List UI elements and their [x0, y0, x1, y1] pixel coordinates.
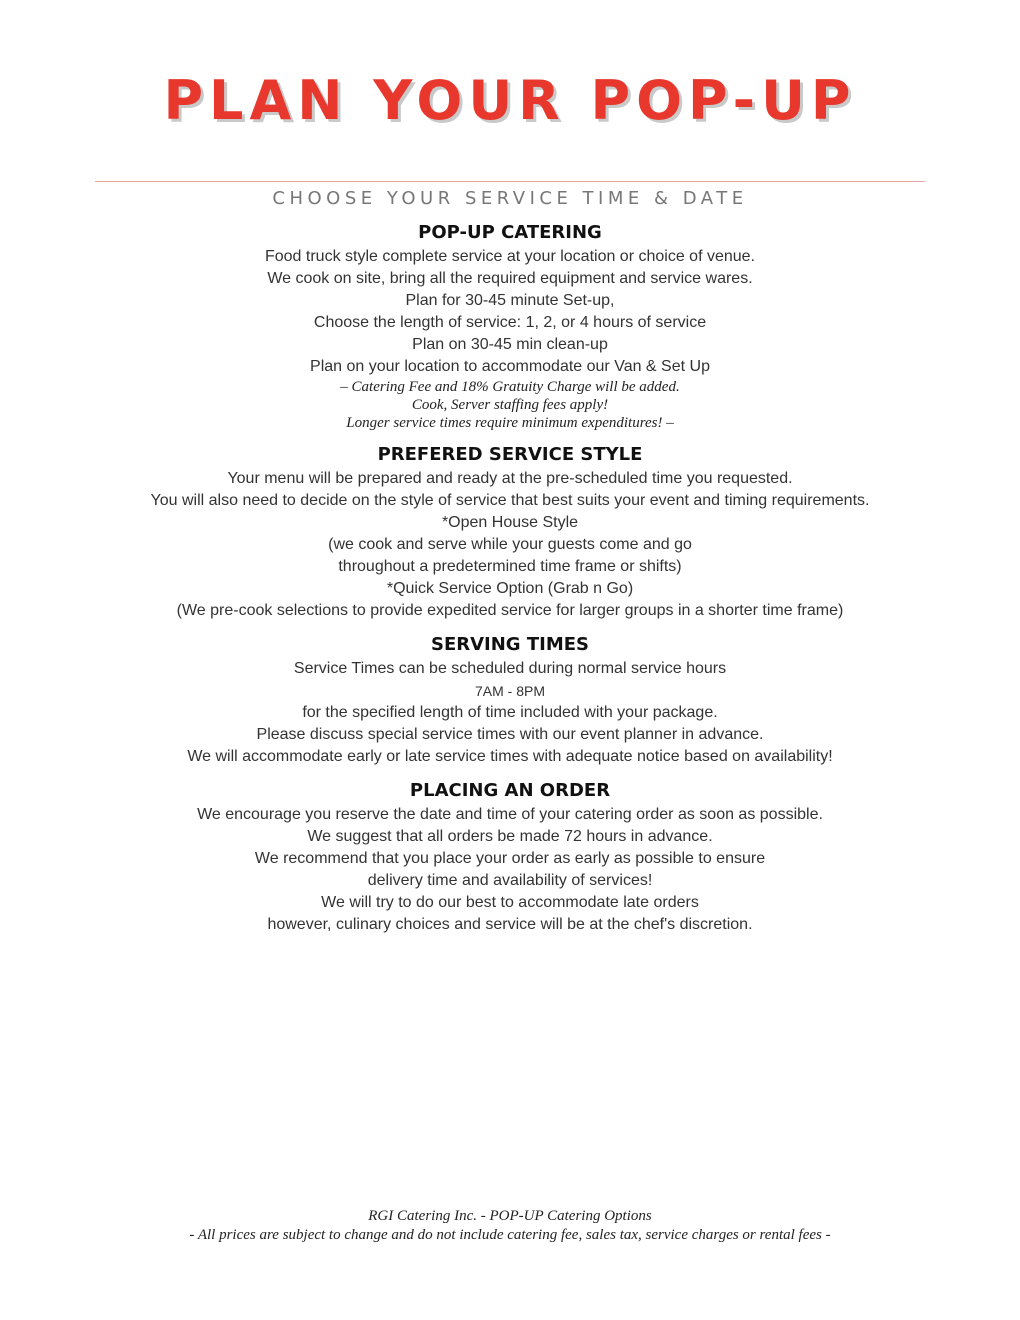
content: [0, 220, 1020, 946]
body-line: 7AM - 8PM: [474, 683, 545, 699]
section-heading: PREFERED SERVICE STYLE: [377, 444, 643, 465]
section-service-style: [0, 442, 1020, 622]
page-subtitle: CHOOSE YOUR SERVICE TIME & DATE: [272, 188, 748, 209]
section-placing-order: [0, 778, 1020, 936]
body-line: Please discuss special service times with our event planner in advance.: [256, 726, 764, 743]
section-heading: PLACING AN ORDER: [409, 780, 611, 801]
body-line: Choose the length of service: 1, 2, or 4 hours of service: [313, 314, 707, 331]
note-line: – Catering Fee and 18% Gratuity Charge will be added.: [340, 379, 680, 395]
footer-company-line: RGI Catering Inc. - POP-UP Catering Options: [368, 1208, 652, 1224]
body-line: We will try to do our best to accommodate late orders: [321, 894, 699, 911]
page-title: PLAN YOUR POP-UP: [163, 69, 857, 132]
body-line: delivery time and availability of services!: [367, 872, 653, 889]
footer-disclaimer: - All prices are subject to change and do not include catering fee, sales tax, service charges or rental fees -: [189, 1227, 831, 1243]
body-line: (We pre-cook selections to provide expedited service for larger groups in a shorter time frame): [176, 602, 844, 619]
note-line: Longer service times require minimum expenditures! –: [346, 415, 674, 431]
body-line: *Open House Style: [441, 514, 579, 531]
body-line: (we cook and serve while your guests come and go: [328, 536, 692, 553]
body-line: however, culinary choices and service will be at the chef's discretion.: [267, 916, 753, 933]
body-line: Plan for 30-45 minute Set-up,: [405, 292, 615, 309]
body-line: throughout a predetermined time frame or shifts): [338, 558, 682, 575]
section-serving-times: [0, 632, 1020, 768]
footer: [0, 1207, 1020, 1245]
section-popup-catering: [0, 220, 1020, 432]
body-line: Your menu will be prepared and ready at the pre-scheduled time you requested.: [227, 470, 793, 487]
body-line: Service Times can be scheduled during normal service hours: [293, 660, 727, 677]
section-heading: POP-UP CATERING: [418, 222, 602, 243]
note-line: Cook, Server staffing fees apply!: [411, 397, 609, 413]
body-line: Plan on your location to accommodate our Van & Set Up: [310, 358, 710, 375]
section-heading: SERVING TIMES: [430, 634, 589, 655]
divider: [95, 181, 925, 182]
body-line: We will accommodate early or late service times with adequate notice based on availability!: [187, 748, 833, 765]
body-line: We recommend that you place your order as early as possible to ensure: [254, 850, 766, 867]
body-line: You will also need to decide on the style of service that best suits your event and timing requirements.: [150, 492, 870, 509]
body-line: Plan on 30-45 min clean-up: [412, 336, 608, 353]
body-line: Food truck style complete service at your location or choice of venue.: [264, 248, 755, 265]
body-line: We suggest that all orders be made 72 hours in advance.: [307, 828, 713, 845]
body-line: *Quick Service Option (Grab n Go): [386, 580, 634, 597]
body-line: for the specified length of time included with your package.: [302, 704, 718, 721]
body-line: We cook on site, bring all the required equipment and service wares.: [267, 270, 753, 287]
body-line: We encourage you reserve the date and time of your catering order as soon as possible.: [197, 806, 823, 823]
